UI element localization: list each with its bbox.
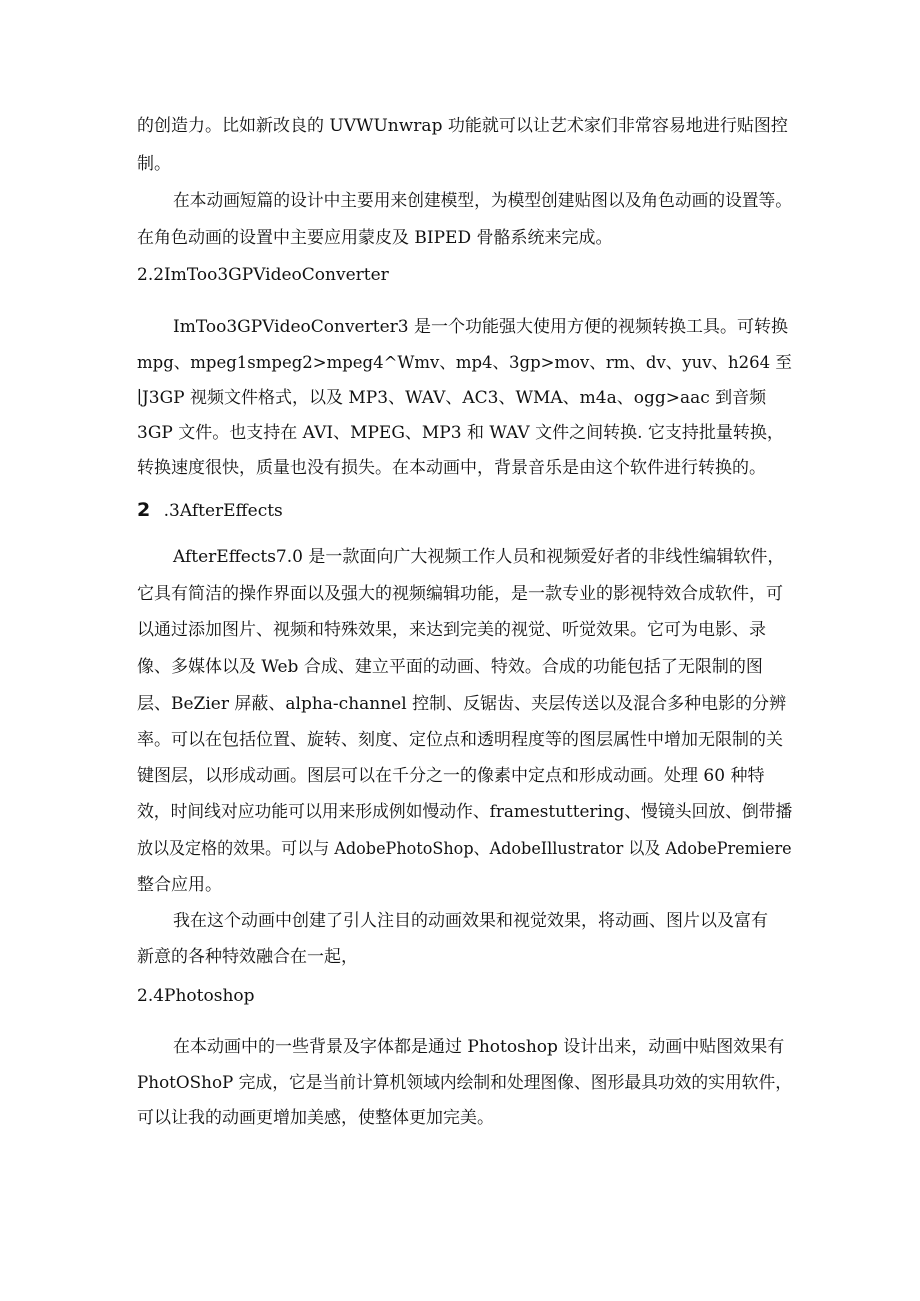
section-heading-title: .3AfterEffects: [163, 501, 283, 521]
body-text-line: 放以及定格的效果。可以与 AdobePhotoShop、AdobeIllustrator 以及 AdobePremiere: [137, 839, 792, 859]
body-text-line: mpg、mpeg1smpeg2>mpeg4^Wmv、mp4、3gp>mov、rm、dv、yuv、h264 至: [137, 353, 792, 373]
body-text-line: ImToo3GPVideoConverter3 是一个功能强大使用方便的视频转换工具。可转换: [173, 317, 788, 337]
body-text-line: 在角色动画的设置中主要应用蒙皮及 BIPED 骨骼系统来完成。: [137, 228, 613, 248]
section-heading-number: 2: [137, 499, 151, 521]
body-text-line: AfterEffects7.0 是一款面向广大视频工作人员和视频爱好者的非线性编辑软件，: [173, 547, 785, 567]
body-text-line: 整合应用。: [137, 875, 222, 895]
section-heading: 2.4Photoshop: [137, 986, 255, 1006]
body-text-line: 率。可以在包括位置、旋转、刻度、定位点和透明程度等的图层属性中增加无限制的关: [137, 730, 783, 750]
body-text-line: 在本动画中的一些背景及字体都是通过 Photoshop 设计出来，动画中贴图效果有: [173, 1037, 785, 1057]
body-text-line: 键图层，以形成动画。图层可以在千分之一的像素中定点和形成动画。处理 60 种特: [137, 766, 765, 786]
body-text-line: 我在这个动画中创建了引人注目的动画效果和视觉效果，将动画、图片以及富有: [173, 911, 768, 931]
body-text-line: 以通过添加图片、视频和特殊效果，来达到完美的视觉、听觉效果。它可为电影、录: [137, 620, 766, 640]
section-heading: 2.2ImToo3GPVideoConverter: [137, 265, 389, 285]
body-text-line: ∣J3GP 视频文件格式，以及 MP3、WAV、AC3、WMA、m4a、ogg>aac 到音频: [137, 388, 767, 408]
body-text-line: 可以让我的动画更增加美感，使整体更加完美。: [137, 1108, 494, 1128]
body-text-line: PhotOShoP 完成，它是当前计算机领域内绘制和处理图像、图形最具功效的实用软件，: [137, 1073, 793, 1093]
body-text-line: 转换速度很快，质量也没有损失。在本动画中，背景音乐是由这个软件进行转换的。: [137, 458, 766, 478]
body-text-line: 像、多媒体以及 Web 合成、建立平面的动画、特效。合成的功能包括了无限制的图: [137, 657, 763, 677]
body-text-line: 它具有简洁的操作界面以及强大的视频编辑功能，是一款专业的影视特效合成软件，可: [137, 584, 783, 604]
body-text-line: 在本动画短篇的设计中主要用来创建模型，为模型创建贴图以及角色动画的设置等。: [173, 191, 792, 211]
body-text-line: 3GP 文件。也支持在 AVI、MPEG、MP3 和 WAV 文件之间转换. 它支持批量转换，: [137, 423, 784, 443]
body-text-line: 制。: [137, 154, 171, 174]
section-heading: [137, 498, 283, 523]
body-text-line: 效，时间线对应功能可以用来形成例如慢动作、framestuttering、慢镜头回放、倒带播: [137, 802, 793, 822]
body-text-line: 新意的各种特效融合在一起，: [137, 947, 358, 967]
body-text-line: 层、BeZier 屏蔽、alpha-channel 控制、反锯齿、夹层传送以及混合多种电影的分辨: [137, 694, 787, 714]
body-text-line: 的创造力。比如新改良的 UVWUnwrap 功能就可以让艺术家们非常容易地进行贴图控: [137, 116, 788, 136]
